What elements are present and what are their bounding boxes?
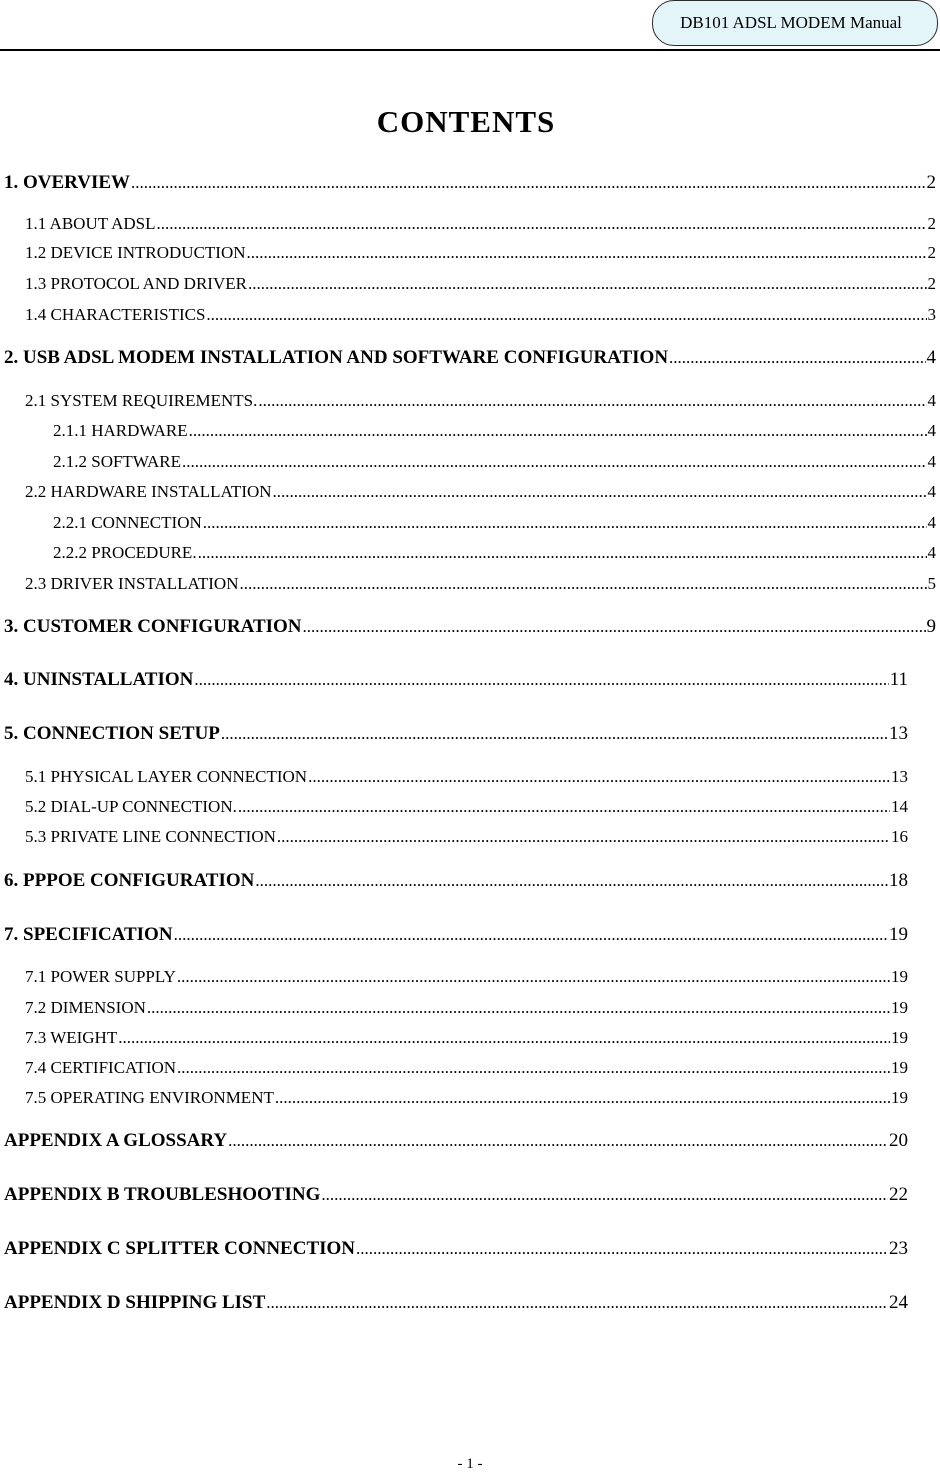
- toc-entry-label: 7.2 DIMENSION: [25, 998, 146, 1017]
- toc-dot-leader: [277, 826, 890, 848]
- toc-dot-leader: [248, 273, 927, 295]
- toc-entry-label: 2.3 DRIVER INSTALLATION: [25, 574, 239, 593]
- toc-dot-leader: [118, 1027, 890, 1049]
- toc-entry-label: 4. UNINSTALLATION: [4, 669, 194, 690]
- toc-dot-leader: [189, 420, 927, 442]
- toc-entry-label: 7.5 OPERATING ENVIRONMENT: [25, 1088, 274, 1107]
- toc-entry[interactable]: [53, 451, 936, 473]
- toc-dot-leader: [247, 242, 927, 264]
- toc-dot-leader: [321, 1184, 888, 1206]
- toc-entry[interactable]: [4, 1238, 908, 1260]
- toc-entry[interactable]: [4, 1292, 908, 1314]
- toc-entry[interactable]: [4, 669, 908, 691]
- toc-entry[interactable]: [25, 573, 936, 595]
- toc-dot-leader: [177, 1057, 890, 1079]
- toc-entry-label: 7. SPECIFICATION: [4, 924, 173, 945]
- toc-entry-page: 4: [927, 452, 936, 471]
- toc-entry[interactable]: [53, 542, 936, 564]
- toc-entry-label: 2. USB ADSL MODEM INSTALLATION AND SOFTWARE CONFIGURATION: [4, 347, 669, 368]
- toc-entry-page: 2: [926, 172, 936, 193]
- toc-entry-page: 19: [891, 967, 908, 986]
- toc-entry-page: 24: [889, 1292, 908, 1313]
- toc-entry-page: 19: [891, 998, 908, 1017]
- toc-dot-leader: [182, 451, 927, 473]
- page-title: CONTENTS: [376, 104, 556, 139]
- toc-dot-leader: [669, 347, 925, 369]
- toc-entry-page: 19: [891, 1088, 908, 1107]
- toc-entry-page: 14: [891, 797, 908, 816]
- toc-entry-page: 13: [889, 723, 908, 744]
- toc-entry[interactable]: [25, 481, 936, 503]
- toc-entry-page: 4: [927, 482, 936, 501]
- toc-entry-page: 2: [927, 243, 936, 262]
- toc-entry-page: 9: [926, 616, 936, 637]
- toc-entry[interactable]: [4, 1184, 908, 1206]
- toc-entry-page: 4: [927, 513, 936, 532]
- toc-entry[interactable]: [25, 997, 908, 1019]
- toc-entry-page: 19: [891, 1028, 908, 1047]
- toc-dot-leader: [221, 723, 888, 745]
- toc-dot-leader: [238, 796, 890, 818]
- toc-entry[interactable]: [25, 213, 936, 235]
- toc-entry[interactable]: [25, 242, 936, 264]
- toc-entry-page: 11: [889, 669, 908, 690]
- toc-entry-page: 4: [927, 391, 936, 410]
- toc-entry-page: 3: [927, 305, 936, 324]
- toc-entry-label: 5. CONNECTION SETUP: [4, 723, 220, 744]
- toc-entry[interactable]: [25, 826, 908, 848]
- toc-entry[interactable]: [4, 924, 908, 946]
- toc-entry-label: 2.2.2 PROCEDURE.: [53, 543, 197, 562]
- toc-dot-leader: [303, 616, 926, 638]
- toc-dot-leader: [273, 481, 927, 503]
- toc-dot-leader: [198, 542, 927, 564]
- toc-entry-page: 20: [889, 1130, 908, 1151]
- toc-dot-leader: [177, 966, 890, 988]
- toc-entry-label: 1.3 PROTOCOL AND DRIVER: [25, 274, 247, 293]
- toc-entry-label: 6. PPPOE CONFIGURATION: [4, 870, 255, 891]
- toc-entry-label: 2.1.1 HARDWARE: [53, 421, 188, 440]
- toc-entry-label: 1.2 DEVICE INTRODUCTION: [25, 243, 246, 262]
- toc-entry-page: 5: [927, 574, 936, 593]
- toc-dot-leader: [228, 1130, 888, 1152]
- manual-title-badge: DB101 ADSL MODEM Manual: [652, 0, 938, 46]
- toc-entry-label: 1.1 ABOUT ADSL: [25, 214, 156, 233]
- toc-dot-leader: [206, 304, 926, 326]
- toc-entry[interactable]: [4, 172, 936, 194]
- toc-entry-page: 2: [927, 214, 936, 233]
- toc-entry-page: 19: [891, 1058, 908, 1077]
- toc-entry-page: 16: [891, 827, 908, 846]
- toc-dot-leader: [174, 924, 888, 946]
- toc-entry[interactable]: [4, 723, 908, 745]
- toc-entry-label: 2.1.2 SOFTWARE: [53, 452, 181, 471]
- toc-entry[interactable]: [53, 512, 936, 534]
- toc-entry-label: 7.1 POWER SUPPLY: [25, 967, 176, 986]
- toc-dot-leader: [308, 766, 890, 788]
- toc-entry[interactable]: [25, 1057, 908, 1079]
- toc-entry-label: APPENDIX A GLOSSARY: [4, 1130, 228, 1151]
- toc-entry-page: 4: [927, 543, 936, 562]
- toc-entry-page: 19: [889, 924, 908, 945]
- toc-dot-leader: [266, 1292, 888, 1314]
- toc-entry-page: 18: [889, 870, 908, 891]
- toc-entry[interactable]: [25, 273, 936, 295]
- toc-dot-leader: [157, 213, 927, 235]
- header-divider: [0, 49, 940, 51]
- toc-entry[interactable]: [4, 870, 908, 892]
- toc-entry-label: APPENDIX C SPLITTER CONNECTION: [4, 1238, 356, 1259]
- toc-dot-leader: [275, 1087, 890, 1109]
- toc-entry-label: APPENDIX D SHIPPING LIST: [4, 1292, 266, 1313]
- toc-entry-label: 5.2 DIAL-UP CONNECTION.: [25, 797, 237, 816]
- toc-entry-label: 2.2 HARDWARE INSTALLATION: [25, 482, 272, 501]
- toc-entry-label: 2.2.1 CONNECTION: [53, 513, 202, 532]
- toc-entry-page: 4: [927, 421, 936, 440]
- toc-dot-leader: [356, 1238, 888, 1260]
- toc-entry-label: 5.1 PHYSICAL LAYER CONNECTION: [25, 767, 308, 786]
- toc-entry[interactable]: [4, 347, 936, 369]
- page-number: - 1 -: [457, 1456, 483, 1472]
- toc-entry-label: 7.4 CERTIFICATION: [25, 1058, 177, 1077]
- toc-dot-leader: [239, 573, 926, 595]
- toc-entry-page: 2: [927, 274, 936, 293]
- toc-entry[interactable]: [25, 796, 908, 818]
- toc-dot-leader: [194, 669, 888, 691]
- toc-entry-page: 22: [889, 1184, 908, 1205]
- toc-entry-label: 5.3 PRIVATE LINE CONNECTION: [25, 827, 276, 846]
- toc-entry[interactable]: [25, 1027, 908, 1049]
- toc-entry[interactable]: [25, 304, 936, 326]
- toc-entry-page: 4: [926, 347, 936, 368]
- toc-entry-label: 1.4 CHARACTERISTICS: [25, 305, 206, 324]
- toc-entry[interactable]: [53, 420, 936, 442]
- toc-dot-leader: [131, 172, 925, 194]
- toc-dot-leader: [147, 997, 890, 1019]
- toc-entry-label: 7.3 WEIGHT: [25, 1028, 118, 1047]
- toc-dot-leader: [258, 390, 926, 412]
- toc-entry-page: 13: [891, 767, 908, 786]
- toc-entry[interactable]: [25, 766, 908, 788]
- toc-entry-label: APPENDIX B TROUBLESHOOTING: [4, 1184, 321, 1205]
- toc-entry[interactable]: [25, 966, 908, 988]
- toc-entry[interactable]: [4, 1130, 908, 1152]
- toc-entry[interactable]: [4, 616, 936, 638]
- toc-entry-label: 2.1 SYSTEM REQUIREMENTS.: [25, 391, 258, 410]
- toc-entry[interactable]: [25, 1087, 908, 1109]
- toc-dot-leader: [203, 512, 927, 534]
- toc-entry-label: 1. OVERVIEW: [4, 172, 131, 193]
- toc-dot-leader: [255, 870, 888, 892]
- toc-entry-page: 23: [889, 1238, 908, 1259]
- toc-entry-label: 3. CUSTOMER CONFIGURATION: [4, 616, 302, 637]
- toc-entry[interactable]: [25, 390, 936, 412]
